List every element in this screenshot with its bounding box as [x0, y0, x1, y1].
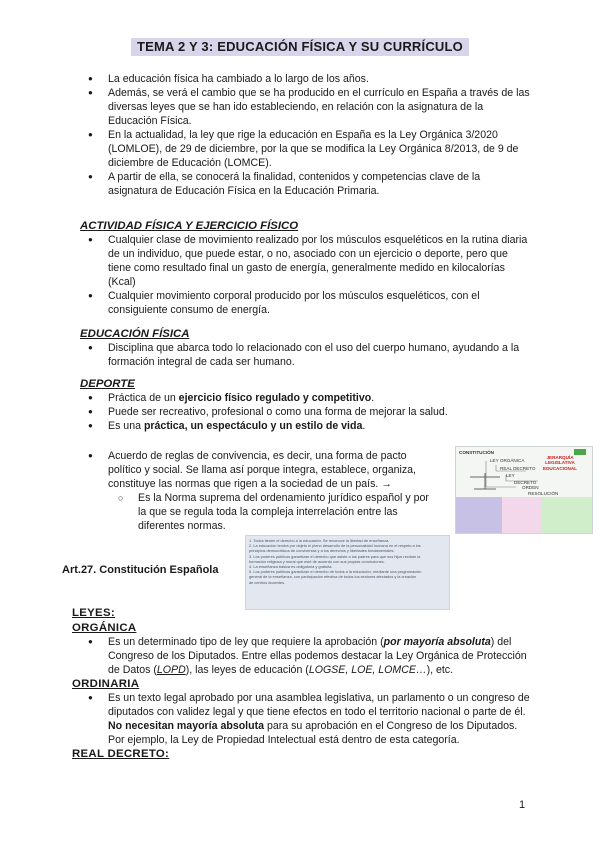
page-number: 1 — [519, 799, 526, 811]
constitucion-subitem: ○ Es la Norma suprema del ordenamiento jurídico español y por la que se regula toda la compleja interrelación entre las diferentes normas. — [108, 491, 435, 533]
deporte-item-3: ● Es una práctica, un espectáculo y un estilo de vida. — [80, 419, 530, 433]
intro-item-3: ● En la actualidad, la ley que rige la educación en España es la Ley Orgánica 3/2020 (LOMLOE), de 29 de diciembre, por la que se modifica la Ley Orgánica 8/2013, de 9 de diciembre de Educación (LOMCE). — [80, 128, 530, 170]
art27-line: general de la enseñanza, con participación efectiva de todos los sectores afectados y la creación — [249, 574, 417, 580]
intro-list — [80, 72, 530, 198]
diagram-item-2: REAL DECRETO — [500, 466, 536, 471]
art27-line: formación religiosa y moral que esté de acuerdo con sus propias convicciones. — [249, 558, 385, 564]
diagram-item-4: DECRETO — [514, 480, 537, 485]
art27-line: 1. Todos tienen el derecho a la educación. Se reconoce la libertad de enseñanza. — [249, 538, 390, 543]
constitucion-section — [80, 449, 435, 533]
educacion-item-1: ● Disciplina que abarca todo lo relacionado con el uso del cuerpo humano, ayudando a la formación integral de cada ser humano. — [80, 341, 530, 369]
art27-box — [245, 535, 450, 610]
intro-item-1: ● La educación física ha cambiado a lo largo de los años. — [80, 72, 530, 86]
actividad-heading: ACTIVIDAD FÍSICA Y EJERCICIO FÍSICO — [80, 220, 299, 232]
art27-line: 2. La educación tendrá por objeto el pleno desarrollo de la personalidad humana en el respeto a los — [249, 543, 421, 549]
educacion-section — [80, 327, 530, 369]
art27-line: 5. Los poderes públicos garantizan el derecho de todos a la educación, mediante una programación — [249, 569, 422, 575]
ordinaria-heading: ORDINARIA — [72, 678, 140, 690]
hierarchy-diagram — [455, 446, 593, 534]
real-decreto-heading: REAL DECRETO: — [72, 748, 170, 760]
leyes-section — [72, 606, 532, 761]
deporte-item-1: ● Práctica de un ejercicio físico regulado y competitivo. — [80, 391, 530, 405]
organica-heading: ORGÁNICA — [72, 622, 137, 634]
actividad-item-2: ● Cualquier movimiento corporal producido por los músculos esqueléticos, con el consiguiente consumo de energía. — [80, 289, 530, 317]
leyes-heading: LEYES: — [72, 607, 115, 619]
art27-line: de centros docentes. — [249, 579, 286, 585]
diagram-item-6: RESOLUCIÓN — [528, 491, 559, 496]
diagram-red-title: JERARQUÍA LEGISLATIVA EDUCACIONAL — [543, 455, 577, 471]
intro-item-4: ● A partir de ella, se conocerá la finalidad, contenidos y competencias clave de la asignatura de Educación Física en la Educación Primaria. — [80, 170, 530, 198]
diagram-item-5: ORDEN — [522, 485, 539, 490]
deporte-section — [80, 377, 530, 433]
art27-line: 3. Los poderes públicos garantizan el derecho que asiste a los padres para que sus hijos reciban la — [249, 553, 421, 559]
deporte-heading: DEPORTE — [80, 378, 135, 390]
diagram-item-1: LEY ORGÁNICA — [490, 458, 525, 463]
organica-item: ● Es un determinado tipo de ley que requiere la aprobación (por mayoría absoluta) del Congreso de los Diputados. Entre ellas podemos destacar la Ley Orgánica de Protección de Datos (LOPD), las leyes de educación (LOGSE, LOE, LOMCE…), etc. — [80, 635, 532, 677]
diagram-item-3: LEY — [506, 473, 515, 478]
deporte-item-2: ● Puede ser recreativo, profesional o como una forma de mejorar la salud. — [80, 405, 530, 419]
educacion-heading: EDUCACIÓN FÍSICA — [80, 328, 190, 340]
actividad-section — [80, 219, 530, 317]
title-wrap — [0, 38, 600, 56]
ordinaria-item: ● Es un texto legal aprobado por una asamblea legislativa, un parlamento o un congreso de diputados con validez legal y que tiene efectos en todo el territorio nacional o parte de él. No necesitan mayoría absoluta para su aprobación en el Congreso de los Diputados. Por ejemplo, la Ley de Propiedad Intelectual está dentro de esta categoría. — [80, 691, 532, 747]
art27-line: principios democráticos de convivencia y a los derechos y libertades fundamentales. — [249, 548, 395, 554]
diagram-left-title: CONSTITUCIÓN — [459, 450, 494, 455]
page-title: TEMA 2 Y 3: EDUCACIÓN FÍSICA Y SU CURRÍCULO — [131, 38, 469, 56]
constitucion-item: ● Acuerdo de reglas de convivencia, es decir, una forma de pacto político y social. Se llama así porque integra, establece, organiza, constituye las normas que rigen a la sociedad de un país. → — [80, 449, 435, 491]
art27-line: 4. La enseñanza básica es obligatoria y gratuita. — [249, 564, 333, 570]
intro-item-2: ● Además, se verá el cambio que se ha producido en el currículo en España a través de las diversas leyes que se han ido estableciendo, en relación con la asignatura de la Educación Física. — [80, 86, 530, 128]
art27-label: Art.27. Constitución Española — [62, 564, 219, 576]
actividad-item-1: ● Cualquier clase de movimiento realizado por los músculos esqueléticos en la rutina diaria de un individuo, que puede estar, o no, asociado con un ejercicio o deporte, pero que tiene como resultado final un gasto de energía, generalmente medido en kilocalorías (Kcal) — [80, 233, 530, 289]
